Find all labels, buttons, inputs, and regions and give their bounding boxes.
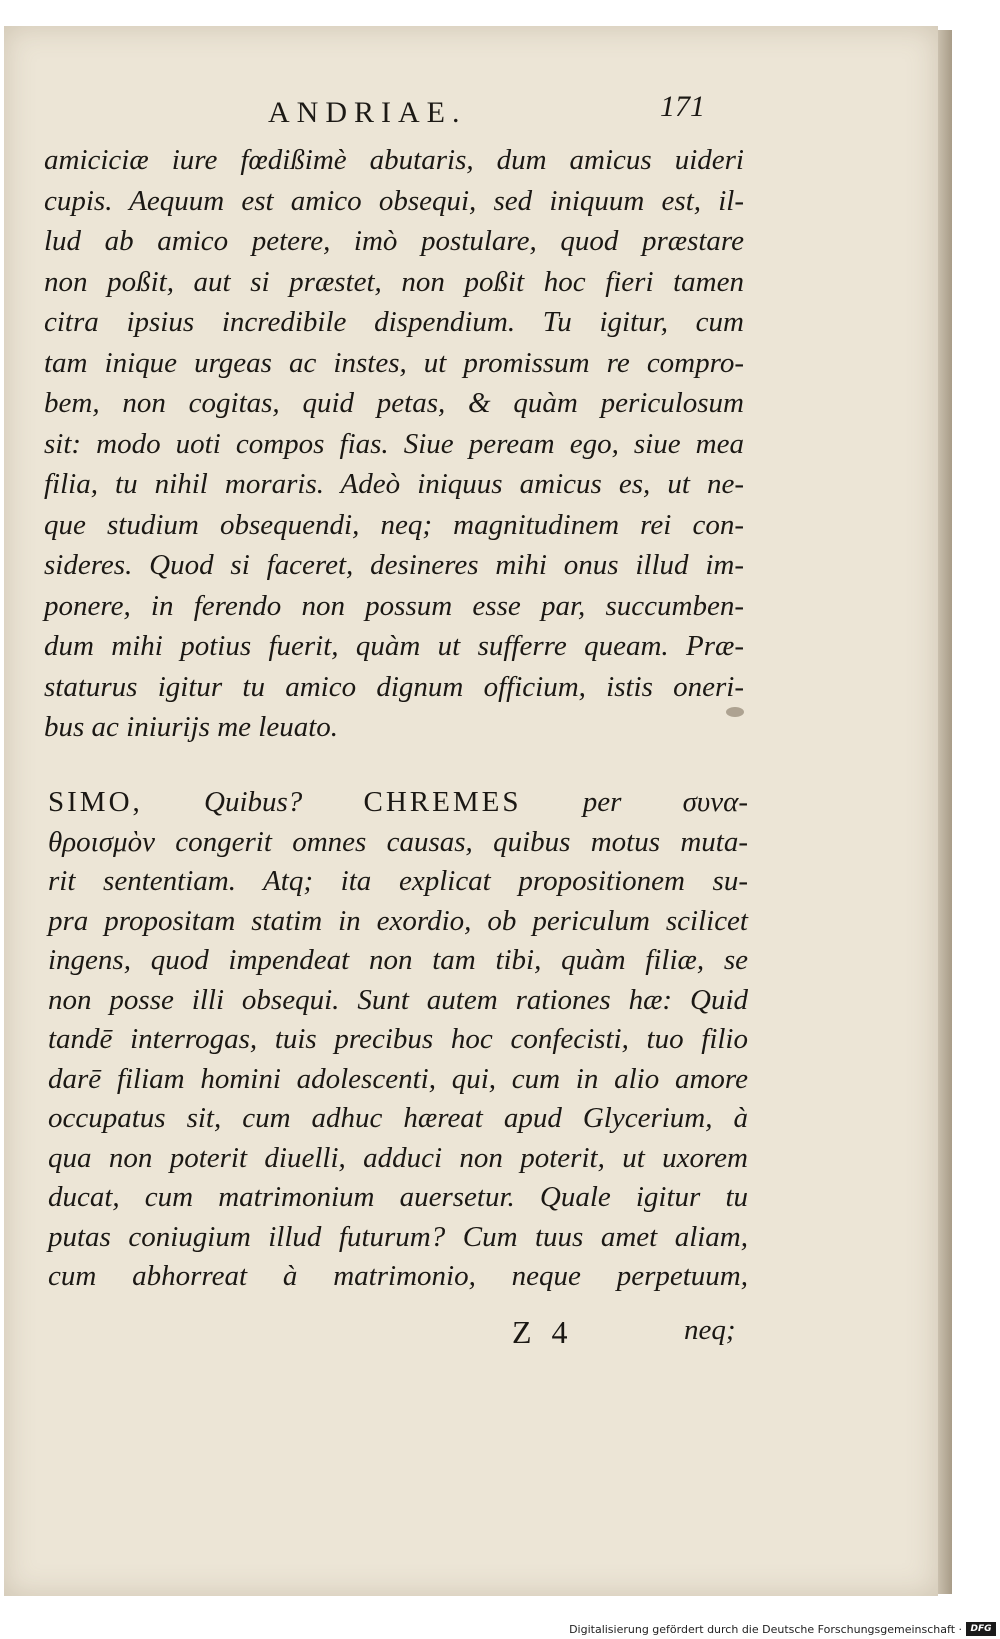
book-page-edge — [938, 30, 952, 1594]
text-line: occupatus sit, cum adhuc hæreat apud Glycerium, à — [48, 1102, 748, 1134]
signature-mark: Z 4 — [512, 1314, 574, 1350]
running-head: ANDRIAE. — [268, 96, 467, 129]
paragraph-2-first-line — [48, 783, 748, 823]
text-line: tam inique urgeas ac instes, ut promissum re compro- — [44, 346, 744, 379]
digitization-credit: Digitalisierung gefördert durch die Deutsche Forschungsgemeinschaft · — [569, 1623, 962, 1636]
text-line: lud ab amico petere, imò postulare, quod præstare — [44, 225, 744, 257]
text-line: amiciciæ iure fœdißimè abutaris, dum amicus uideri — [44, 144, 744, 176]
catchword: neq; — [684, 1314, 736, 1346]
text-line: pra propositam statim in exordio, ob periculum scilicet — [48, 904, 748, 937]
text-line: bus ac iniurijs me leuato. — [44, 711, 339, 743]
text-line: putas coniugium illud futurum? Cum tuus amet aliam, — [48, 1220, 748, 1253]
dfg-logo: DFG — [966, 1622, 996, 1636]
text-line: ponere, in ferendo non possum esse par, succumben- — [44, 589, 744, 622]
text-line: sideres. Quod si faceret, desineres mihi onus illud im- — [44, 549, 744, 581]
page-number: 171 — [660, 90, 705, 123]
paragraph-1 — [44, 140, 744, 748]
text-line: ingens, quod impendeat non tam tibi, quàm filiæ, se — [48, 944, 748, 976]
text-line: que studium obsequendi, neq; magnitudinem rei con- — [44, 508, 744, 541]
text-line: citra ipsius incredibile dispendium. Tu igitur, cum — [44, 306, 744, 338]
text-line: staturus igitur tu amico dignum officium, istis oneri- — [44, 670, 744, 703]
speaker-simo: SIMO, — [48, 786, 143, 818]
text-line: cupis. Aequum est amico obsequi, sed iniquum est, il- — [44, 184, 744, 217]
lead-rest: per συνα- — [521, 786, 748, 818]
text-line: qua non poterit diuelli, adduci non poterit, ut uxorem — [48, 1141, 748, 1174]
text-line: non posse illi obsequi. Sunt autem rationes hæ: Quid — [48, 983, 748, 1016]
speaker-chremes: CHREMES — [363, 786, 522, 818]
text-line: tandē interrogas, tuis precibus hoc confecisti, tuo filio — [48, 1023, 748, 1055]
text-line: dum mihi potius fuerit, quàm ut sufferre queam. Præ- — [44, 630, 744, 662]
lemma-quibus: Quibus? — [142, 786, 364, 818]
text-line: darē filiam homini adolescenti, qui, cum in alio amore — [48, 1062, 748, 1095]
text-line: bem, non cogitas, quid petas, & quàm periculosum — [44, 387, 744, 419]
ink-smudge — [726, 707, 744, 717]
text-line: ducat, cum matrimonium auersetur. Quale igitur tu — [48, 1181, 748, 1213]
text-line: sit: modo uoti compos fias. Siue peream ego, siue mea — [44, 427, 744, 460]
text-line: rit sententiam. Atq; ita explicat propositionem su- — [48, 865, 748, 897]
text-line: filia, tu nihil moraris. Adeò iniquus amicus es, ut ne- — [44, 468, 744, 500]
text-line: cum abhorreat à matrimonio, neque perpetuum, — [48, 1260, 748, 1292]
text-line: θροισμὸν congerit omnes causas, quibus motus muta- — [48, 825, 748, 858]
paragraph-2 — [48, 783, 748, 1297]
text-line: non poßit, aut si præstet, non poßit hoc fieri tamen — [44, 265, 744, 298]
